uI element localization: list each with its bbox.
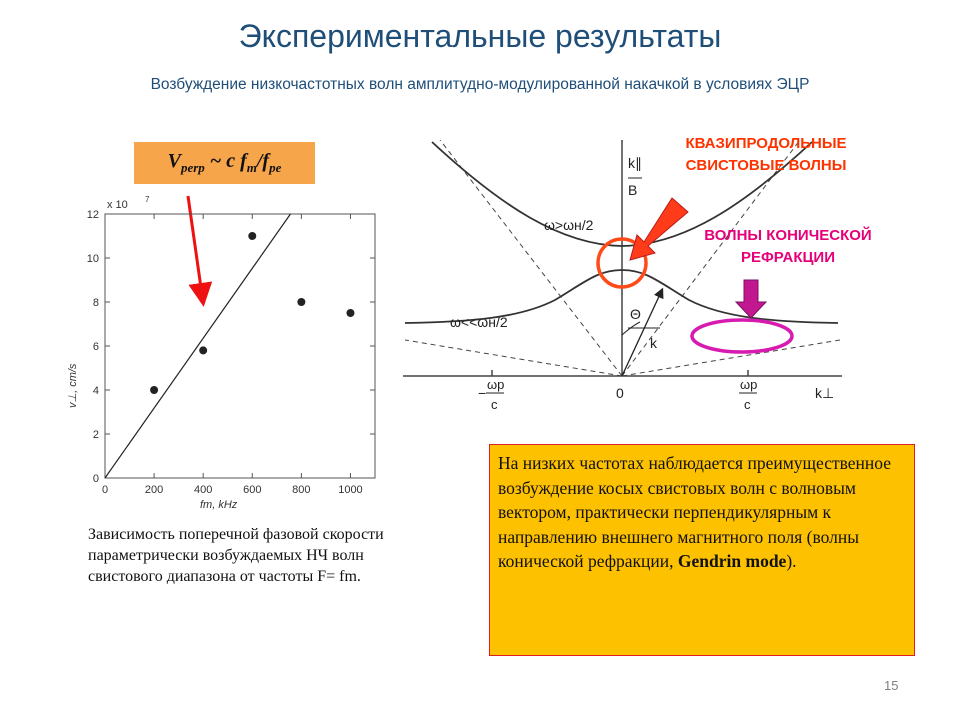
x-tick-label: 1000 [338,484,363,496]
conical-label-line2: РЕФРАКЦИИ [740,249,835,266]
highlight-ellipse [692,320,792,352]
y-tick-label: 10 [86,253,99,265]
y-tick-label: 12 [86,209,99,221]
pos-wp-num: ωp [740,377,758,392]
exponent-power: 7 [145,195,150,204]
x-tick-label: 800 [292,484,311,496]
omega-low-label: ω<<ωн/2 [450,314,508,330]
y-tick-label: 0 [92,473,99,485]
x-axis-label: fm, kHz [200,499,238,511]
asymptote-low-left [405,340,622,376]
x-tick-label: 400 [194,484,213,496]
note-bold: Gendrin mode [677,551,787,571]
page-number: 15 [884,678,899,693]
quasi-longitudinal-label [650,133,882,177]
y-tick-label: 4 [92,385,99,397]
y-tick-label: 8 [92,297,99,309]
k-par-label: k∥ [628,155,642,171]
y-axis-label: v⊥, cm/s [67,363,79,408]
note-text: На низких частотах наблюдается преимущественное возбуждение косых свистовых волн с волновым вектором, практически перпендикулярным к направлению внешнего магнитного поля (волны конической рефракции, [498,453,892,571]
quasi-label-line2: СВИСТОВЫЕ ВОЛНЫ [685,157,847,174]
x-tick-label: 600 [243,484,262,496]
slide-title: Экспериментальные результаты [238,18,722,54]
theta-label: Θ [630,306,641,322]
neg-sign: − [478,385,487,401]
b-label: B [628,182,638,198]
conical-label-line1: ВОЛНЫ КОНИЧЕСКОЙ [704,227,872,244]
quasi-label-line1: КВАЗИПРОДОЛЬНЫЕ [685,135,847,152]
slide-subtitle: Возбуждение низкочастотных волн амплитудно-модулированной накачкой в условиях ЭЦР [150,76,810,93]
k-perp-label: k⊥ [815,385,835,401]
origin-label: 0 [616,385,624,401]
pos-wp-den: c [744,397,751,412]
neg-wp-den: c [491,397,498,412]
x-tick-label: 200 [144,484,164,496]
asymptote-left [440,140,622,376]
note-tail: ). [786,551,797,571]
y-tick-label: 6 [92,341,99,353]
caption-text: Зависимость поперечной фазовой скорости параметрически возбуждаемых НЧ волн свистового диапазона от частоты F= fm. [88,526,384,585]
k-vector [622,290,662,376]
formula: $V_{perp}$ ~ c $f_m/f_{pe}$ [167,150,282,175]
y-tick-label: 2 [92,429,99,441]
conical-refraction-label [668,225,908,269]
x-tick-label: 0 [101,484,109,496]
pink-block-arrow [736,280,766,318]
omega-high-label: ω>ωн/2 [544,217,594,233]
exponent-label: x 10 [107,199,128,211]
neg-wp-num: ωp [487,377,505,392]
k-vector-label: k [650,335,657,351]
note-box [489,444,915,656]
